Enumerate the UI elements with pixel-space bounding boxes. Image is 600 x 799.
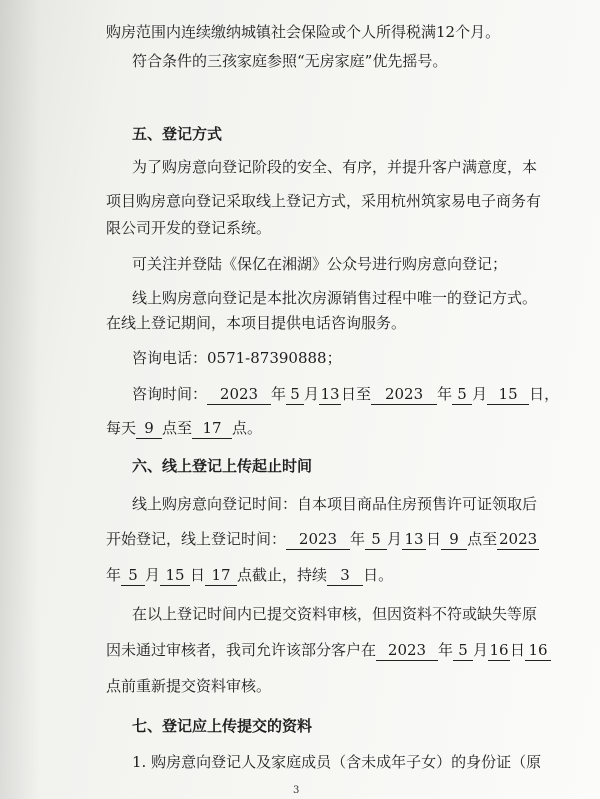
text-line: 限公司开发的登记系统。 [106, 219, 272, 237]
text-line: 在以上登记时间内已提交资料审核，但因资料不符或缺失等原 [132, 605, 538, 623]
label: 月 [145, 566, 161, 584]
label: 日 [426, 530, 442, 548]
filled-hour: 17 [205, 565, 237, 586]
text-line: 在线上登记期间，本项目提供电话咨询服务。 [106, 314, 407, 332]
filled-days: 3 [327, 565, 363, 586]
resubmit-line [106, 640, 551, 661]
label: 年 [438, 641, 454, 659]
filled-year: 2023 [376, 640, 438, 661]
filled-month: 5 [286, 384, 304, 405]
page-shadow [0, 0, 40, 799]
filled-month: 5 [365, 529, 387, 550]
label: 月 [472, 385, 488, 403]
label: 开始登记，线上登记时间： [106, 530, 287, 548]
filled-year: 2023 [371, 384, 437, 405]
text-line: 线上购房意向登记时间：自本项目商品住房预售许可证领取后 [132, 495, 538, 513]
filled-month: 5 [452, 384, 472, 405]
filled-day: 15 [487, 384, 529, 405]
label: 点至 [162, 419, 193, 437]
filled-year: 2023 [286, 529, 350, 550]
text-line: 为了购房意向登记阶段的安全、有序，并提升客户满意度，本 [132, 158, 538, 176]
upload-start-line [106, 529, 539, 550]
label: 年 [437, 385, 453, 403]
daily-hours-line [106, 418, 262, 439]
consult-phone-text: 咨询电话：0571-87390888； [132, 349, 342, 367]
consult-time-line [132, 384, 559, 405]
filled-day: 16 [489, 641, 509, 659]
filled-month: 5 [121, 565, 145, 586]
text-line: 购房范围内连续缴纳城镇社会保险或个人所得税满12个月。 [106, 23, 501, 41]
label: 月 [304, 385, 320, 403]
label: 年 [271, 385, 287, 403]
filled-day: 15 [160, 565, 190, 586]
section-heading-required-materials: 七、登记应上传提交的资料 [132, 717, 313, 735]
label: 日 [510, 641, 526, 659]
section-heading-registration-method: 五、登记方式 [132, 125, 223, 143]
label: 年 [106, 566, 122, 584]
label: 日 [190, 566, 206, 584]
filled-year: 2023 [498, 530, 538, 548]
filled-hour: 9 [441, 529, 467, 550]
label: 日， [529, 385, 560, 403]
section-heading-upload-time: 六、线上登记上传起止时间 [132, 457, 313, 475]
filled-month: 5 [453, 640, 473, 661]
label: 点截止，持续 [237, 566, 328, 584]
filled-hour: 17 [192, 418, 232, 439]
label: 点。 [232, 419, 263, 437]
filled-year: 2023 [207, 384, 271, 405]
filled-hour: 16 [525, 640, 551, 661]
label: 咨询时间： [132, 385, 208, 403]
text-line: 点前重新提交资料审核。 [106, 677, 272, 695]
text-line: 符合条件的三孩家庭参照“无房家庭”优先摇号。 [132, 52, 448, 70]
consult-phone [132, 348, 342, 368]
text-line: 项目购房意向登记采取线上登记方式，采用杭州筑家易电子商务有 [106, 192, 542, 210]
filled-day: 13 [402, 529, 426, 550]
filled-day: 13 [320, 385, 340, 403]
label: 每天 [106, 419, 137, 437]
label: 月 [387, 530, 403, 548]
label: 日至 [341, 385, 372, 403]
filled-hour: 9 [136, 418, 162, 439]
label: 日。 [363, 566, 394, 584]
label: 月 [473, 641, 489, 659]
label: 因未通过审核者，我司允许该部分客户在 [106, 641, 377, 659]
label: 点至 [467, 530, 498, 548]
list-item: 1. 购房意向登记人及家庭成员（含未成年子女）的身份证（原 [132, 753, 542, 771]
upload-end-line [106, 565, 393, 586]
page-number: 3 [293, 785, 300, 796]
text-line: 可关注并登陆《保亿在湘湖》公众号进行购房意向登记； [132, 255, 508, 273]
label: 年 [350, 530, 366, 548]
text-line: 线上购房意向登记是本批次房源销售过程中唯一的登记方式。 [132, 289, 538, 307]
